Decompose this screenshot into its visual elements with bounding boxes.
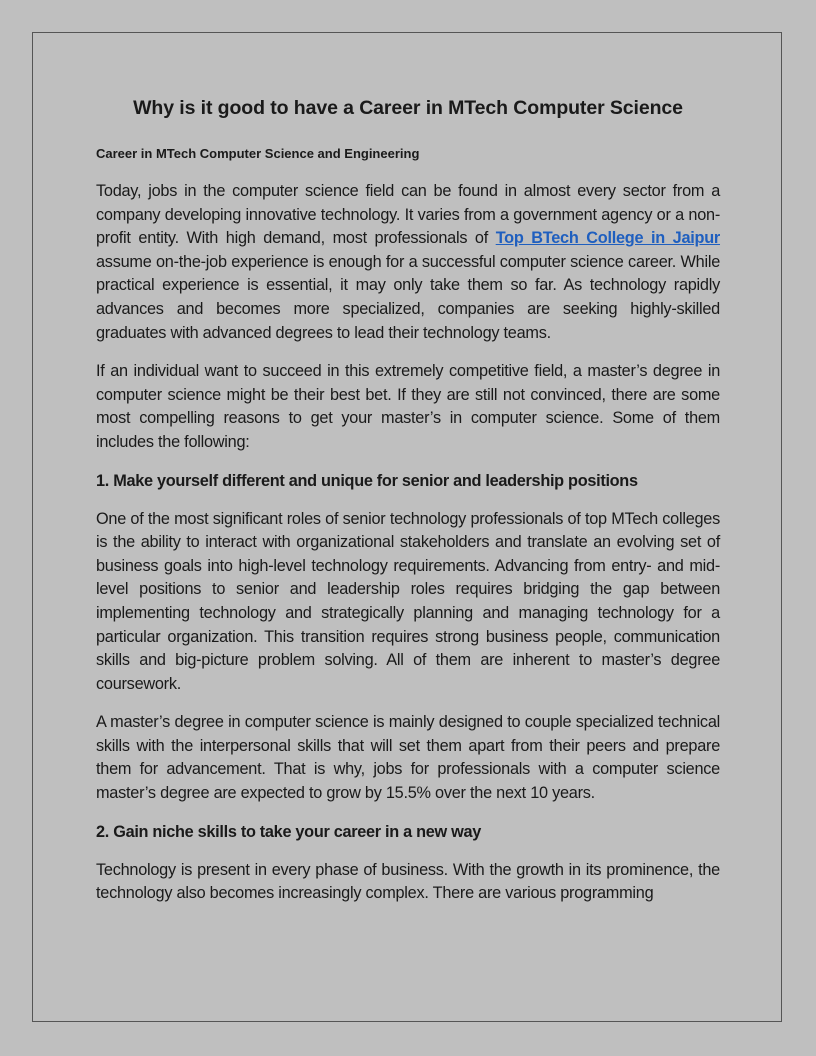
- paragraph-5: Technology is present in every phase of business. With the growth in its prominence, the technology also becomes increasingly complex. There are various programming: [96, 860, 720, 903]
- document-content: [96, 95, 720, 921]
- section-heading-1: 1. Make yourself different and unique for senior and leadership positions: [96, 471, 638, 490]
- document-subtitle: Career in MTech Computer Science and Engineering: [96, 146, 420, 161]
- paragraph-2: If an individual want to succeed in this extremely competitive field, a master’s degree in computer science might be their best bet. If they are still not convinced, there are some most compelling reasons to get your master’s in computer science. Some of them includes the following:: [96, 362, 720, 451]
- section-heading-2: 2. Gain niche skills to take your career in a new way: [96, 822, 481, 841]
- paragraph-3: One of the most significant roles of senior technology professionals of top MTech colleges is the ability to interact with organizational stakeholders and translate an evolving set of business goals into high-level technology requirements. Advancing from entry- and mid-level positions to senior and leadership roles requires bridging the gap between implementing technology and strategically planning and managing technology for a particular organization. This transition requires strong business people, communication skills and big-picture problem solving. All of them are inherent to master’s degree coursework.: [96, 509, 720, 693]
- paragraph-intro-text-1: Today, jobs in the computer science field can be found in almost every sector from a company developing innovative technology. It varies from a government agency or a non-profit entity. With high demand, most professionals of: [96, 182, 720, 248]
- top-btech-college-link[interactable]: Top BTech College in Jaipur: [495, 229, 721, 248]
- paragraph-intro: [96, 180, 720, 345]
- paragraph-4: A master’s degree in computer science is mainly designed to couple specialized technical skills with the interpersonal skills that will set them apart from their peers and prepare them for advancement. That is why, jobs for professionals with a computer science master’s degree are expected to grow by 15.5% over the next 10 years.: [96, 713, 720, 803]
- document-title: Why is it good to have a Career in MTech Computer Science: [133, 97, 683, 119]
- paragraph-intro-text-2: assume on-the-job experience is enough for a successful computer science career. While practical experience is essential, it may only take them so far. As technology rapidly advances and becomes more specialized, companies are seeking highly-skilled graduates with advanced degrees to lead their technology teams.: [96, 252, 720, 342]
